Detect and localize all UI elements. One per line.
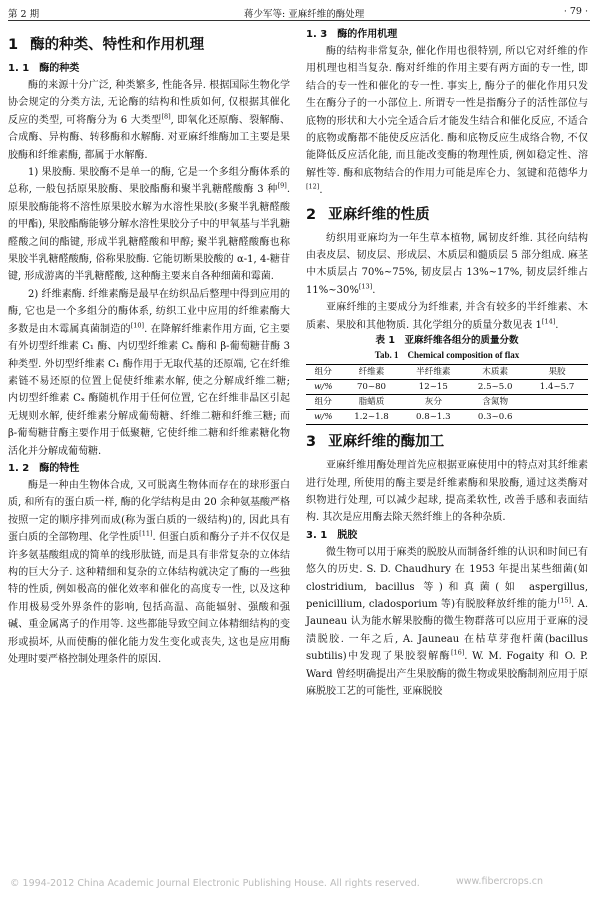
table-cell: 半纤维素 <box>402 365 464 380</box>
paragraph-flax-structure: 纺织用亚麻均为一年生草本植物, 属韧皮纤维. 其径向结构由表皮层、韧皮层、形成层、木质层和髓质层 5 部分组成. 麻茎中木质层占 70%~75%, 韧皮层占 13%~17%, 韧皮层纤维占 11%~30%[13]. <box>306 232 588 296</box>
section-1-heading: 1 酶的种类、特性和作用机理 <box>8 36 205 53</box>
right-column <box>306 26 588 700</box>
table-cell: 含氮物 <box>464 395 526 410</box>
section-2-heading: 2 亚麻纤维的性质 <box>306 205 430 223</box>
subsection-1-2-heading: 1. 2 酶的特性 <box>8 462 80 474</box>
left-column <box>8 26 290 668</box>
table-cell: 纤维素 <box>341 365 403 380</box>
running-title: 蒋少军等: 亚麻纤维的酶处理 <box>244 9 365 20</box>
table-cell: 果胶 <box>526 365 588 380</box>
table-cell: 1.4~5.7 <box>539 382 575 393</box>
table-title-en: Tab. 1 Chemical composition of flax <box>374 350 520 361</box>
citation: [13] <box>358 282 373 291</box>
table-cell: 灰分 <box>402 395 464 410</box>
table-cell: 2.5~5.0 <box>477 382 513 393</box>
citation: [9] <box>277 182 287 191</box>
header-rule <box>8 20 590 21</box>
subsection-1-3-heading: 1. 3 酶的作用机理 <box>306 29 398 40</box>
subsection-3-1-heading: 3. 1 脱胶 <box>306 529 358 541</box>
page-number: · 79 · <box>563 6 588 17</box>
running-header <box>8 6 590 20</box>
table-cell: 0.3~0.6 <box>477 412 513 423</box>
paragraph-cellulase: 2) 纤维素酶. 纤维素酶是最早在纺织品后整理中得到应用的酶, 它也是一个多组分的酶体系, 纺织工业中应用的纤维素酶大多数是由木霉属真菌制造的[10]. 在降解纤维素作用方面, 它主要有外切型纤维素 C₁ 酶、内切型纤维素 Cₓ 酶和 β-葡萄糖苷酶 3 种类型. 外切型纤维素 C₁ 酶作用于无取代基的还原端, 它在纤维素链不易还原的位置上促使纤维素水解, 使之分解成纤维二糖; 内切型纤维素 Cₓ 酶随机作用于任何位置, 它在纤维非晶区引起无规则水解, 使纤维素分解成葡萄糖、纤维二糖和纤维三糖; 而 β-葡萄糖苷酶主要作用于低聚糖, 它使纤维二糖和纤维素糖化物活化并分解成葡萄糖. <box>8 288 291 457</box>
table-cell <box>526 410 588 425</box>
citation: [12] <box>306 182 320 191</box>
table-cell: 脂蜡质 <box>341 395 403 410</box>
paragraph-mechanism: 酶的结构非常复杂, 催化作用也很特别, 所以它对纤维的作用机理也相当复杂. 酶对纤维的作用主要有两方面的专一性, 即结合的专一性和催化的专一性. 事实上, 酶分子的催化作用只发生在酶分子的一小部位上. 所谓专一性是指酶分子的活性部位与底物的形状和大小完全适合后才能发生结合和催化反应, 不适合的底物或酶都不能使反应活化. 酶和底物反应生成络合物, 不仅能降低反应活化能, 而且能改变酶的物理性质, 例如稳定性、溶解性等. 酶和底物结合的作用力可能是库仑力、氢键和范德华力[12]. <box>306 46 588 197</box>
composition-table <box>306 364 588 425</box>
watermark: www.fibercrops.cn <box>456 876 543 887</box>
table-cell: w/% <box>314 412 333 423</box>
citation: [8] <box>161 112 171 121</box>
paragraph-flax-composition: 亚麻纤维的主要成分为纤维素, 并含有较多的半纤维素、木质素、果胶和其他物质. 其化学组分的质量分数见表 1[14]. <box>306 302 588 331</box>
paragraph-enzyme-types: 酶的来源十分广泛, 种类繁多, 性能各异. 根据国际生物化学协会规定的分类方法, 无论酶的结构和性质如何, 仅根据其催化反应的类型, 可将酶分为 6 大类型[8], 即氧化还原酶、裂解酶、合成酶、异构酶、转移酶和水解酶. 对亚麻纤维酶加工主要是果胶酶和纤维素酶, 都属于水解酶. <box>8 80 291 161</box>
table-title-cn: 表 1 亚麻纤维各组分的质量分数 <box>375 335 519 347</box>
table-cell <box>526 395 588 410</box>
copyright-footer: © 1994-2012 China Academic Journal Electronic Publishing House. All rights reserved. <box>10 878 420 889</box>
citation: [10] <box>130 321 145 330</box>
table-cell: 70~80 <box>356 382 387 393</box>
citation: [16] <box>450 648 465 657</box>
table-row <box>306 365 588 380</box>
paragraph-pectinase: 1) 果胶酶. 果胶酶不是单一的酶, 它是一个多组分酶体系的总称, 一般包括原果胶酶、果胶酯酶和聚半乳糖醛酸酶 3 种[9]. 原果胶酶能将不溶性原果胶水解为水溶性果胶(多聚半乳糖醛酸的甲酯), 果胶酯酶能够分解水溶性果胶分子中的甲氧基与半乳糖醛酸之间的酯键, 形成半乳糖醛酸和甲醇; 聚半乳糖醛酸酶也称果胶半乳糖醛酸酶, 俗称果胶酶. 它能切断果胶酸的 α-1, 4-糖苷键, 形成游离的半乳糖醛酸, 这种酶主要来自各种细菌和霉菌. <box>8 167 290 283</box>
table-cell: 12~15 <box>418 382 448 393</box>
table-row <box>306 410 588 425</box>
table-cell: 木质素 <box>464 365 526 380</box>
paragraph-enzyme-processing: 亚麻纤维用酶处理首先应根据亚麻使用中的特点对其纤维素进行处理, 所使用的酶主要是纤维素酶和果胶酶, 通过这类酶对织物进行处理, 可以减少起球, 提高柔软性, 改善手感和表面结构. 其次是应用酶去除天然纤维上的各种杂质. <box>306 460 588 524</box>
subsection-1-1-heading: 1. 1 酶的种类 <box>8 63 80 74</box>
table-cell: 0.8~1.3 <box>416 412 451 423</box>
table-cell: 组分 <box>306 395 341 410</box>
table-cell: 1.2~1.8 <box>354 412 389 423</box>
table-cell: w/% <box>314 382 333 393</box>
paragraph-enzyme-properties: 酶是一种由生物体合成, 又可脱离生物体而存在的球形蛋白质, 和所有的蛋白质一样, 酶的化学结构是由 20 余种氨基酸严格按照一定的顺序排列而成(称为蛋白质的一级结构)的, 因此具有蛋白质的全部物理、化学性质[11]. 但蛋白质和酶分子并不仅仅是许多氨基酸组成的简单的线形肽链, 而是具有非常复杂的立体结构的巨大分子. 这种精细和复杂的立体结构就决定了酶的一些独特的性质, 例如极高的催化效率和催化的高度专一性, 以及这种作用极易受外界条件的影响, 包括高温、高能辐射、强酸和强碱、重金属离子的作用等. 这些都能导致空间立体精细结构的变形或损坏, 从而使酶的催化能力发生变化或丧失, 这也是应用酶处理时要严格控制处理条件的原因. <box>8 479 291 665</box>
table-row <box>306 380 588 395</box>
section-3-heading: 3 亚麻纤维的酶加工 <box>306 433 445 451</box>
issue-number: 第 2 期 <box>8 9 40 20</box>
paragraph-degumming: 微生物可以用于麻类的脱胶从而制备纤维的认识和时间已有悠久的历史. S. D. Chaudhury 在 1953 年提出某些细菌(如 clostridium, bacillus 等)和真菌(如 aspergillus, penicillium, cladosporium 等)有脱胶释放纤维的能力[15]. A. Jauneau 认为能水解果胶酶的微生物群落可以应用于亚麻的浸渍脱胶. 一年之后, A. Jauneau 在枯草芽孢杆菌(bacillus subtilis)中发现了果胶裂解酶[16]. W. M. Fogaity 和 O. P. Ward 曾经明确提出产生果胶酶的微生物或果胶酶制剂应用于原麻脱胶工艺的可能性, 亚麻脱胶 <box>306 546 588 697</box>
table-cell: 组分 <box>306 365 341 380</box>
citation: [14] <box>541 317 556 326</box>
citation: [11] <box>139 529 153 538</box>
table-row <box>306 395 588 410</box>
citation: [15] <box>557 596 571 605</box>
